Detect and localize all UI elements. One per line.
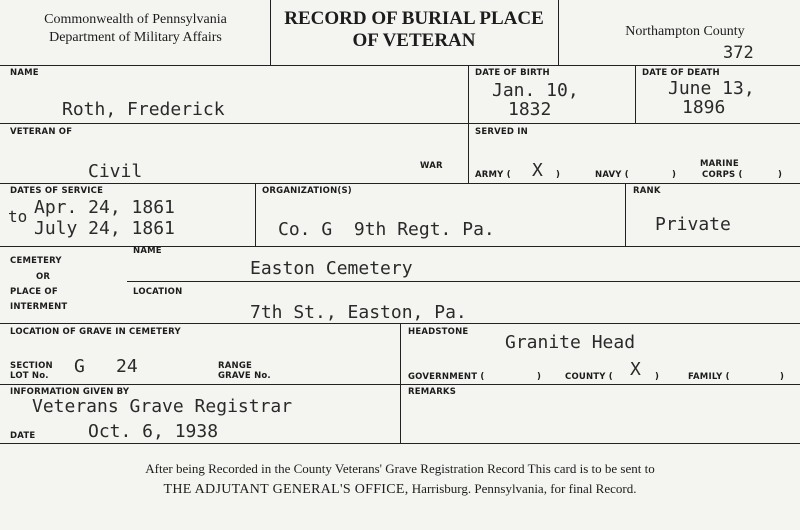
corps-label: CORPS (: [702, 170, 743, 180]
to-word: to: [8, 207, 28, 226]
lot-no-label: LOT No.: [10, 371, 49, 381]
informant-value: Veterans Grave Registrar: [32, 396, 293, 417]
divider-war-served: [468, 123, 469, 183]
rule-7: [0, 443, 800, 444]
divider-dates-org: [255, 183, 256, 246]
footer-instruction-line-1: After being Recorded in the County Veterans' Grave Registration Record This card is to be sent to: [145, 461, 655, 476]
header-divider-right: [558, 0, 559, 65]
remarks-label: REMARKS: [408, 387, 457, 397]
service-start-date: Apr. 24, 1861: [34, 197, 175, 218]
divider-name-dob: [468, 65, 469, 123]
date-of-birth-label: DATE OF BIRTH: [475, 68, 550, 78]
section-value: G: [74, 356, 85, 377]
rule-3: [0, 183, 800, 184]
birth-date-line-2: 1832: [508, 99, 552, 120]
form-title-line-1: RECORD OF BURIAL PLACE: [284, 8, 544, 29]
divider-dob-dod: [635, 65, 636, 123]
adjutant-office-name: THE ADJUTANT GENERAL'S OFFICE,: [163, 482, 409, 497]
rule-2: [0, 123, 800, 124]
or-label: OR: [36, 272, 51, 282]
veteran-of-label: VETERAN OF: [10, 127, 73, 137]
date-of-death-label: DATE OF DEATH: [642, 68, 720, 78]
marine-label: MARINE: [700, 159, 739, 169]
war-label: WAR: [420, 161, 443, 171]
county-check-mark: X: [630, 359, 641, 380]
family-label: FAMILY (: [688, 372, 730, 382]
veteran-name: Roth, Frederick: [62, 99, 225, 120]
card-number: 372: [723, 43, 754, 63]
information-given-by-label: INFORMATION GIVEN BY: [10, 387, 130, 397]
birth-date-line-1: Jan. 10,: [492, 80, 579, 101]
rank-label: RANK: [633, 186, 661, 196]
army-close: ): [556, 170, 561, 180]
cemetery-label: CEMETERY: [10, 256, 62, 266]
location-label: LOCATION: [133, 287, 183, 297]
location-of-grave-label: LOCATION OF GRAVE IN CEMETERY: [10, 327, 181, 337]
death-date-line-2: 1896: [682, 97, 726, 118]
organization-label: ORGANIZATION(S): [262, 186, 352, 196]
cemetery-name-underline: [127, 281, 800, 282]
footer-line-2-rest: Harrisburg. Pennsylvania, for final Record.: [408, 481, 637, 496]
cemetery-name-value: Easton Cemetery: [250, 258, 413, 279]
rule-6: [0, 384, 800, 385]
header-divider-left: [270, 0, 271, 65]
rule-4: [0, 246, 800, 247]
place-of-label: PLACE OF: [10, 287, 58, 297]
county-label: COUNTY (: [565, 372, 613, 382]
county-name: Northampton County: [625, 24, 745, 39]
form-title-line-2: OF VETERAN: [352, 30, 476, 51]
agency-line-2: Department of Military Affairs: [49, 30, 222, 45]
navy-close: ): [672, 170, 677, 180]
lot-value: 24: [116, 356, 138, 377]
dates-of-service-label: DATES OF SERVICE: [10, 186, 104, 196]
grave-no-label: GRAVE No.: [218, 371, 271, 381]
cemetery-location-value: 7th St., Easton, Pa.: [250, 302, 467, 323]
name-label: NAME: [10, 68, 39, 78]
section-label: SECTION: [10, 361, 53, 371]
record-date-value: Oct. 6, 1938: [88, 421, 219, 442]
county-close: ): [655, 372, 660, 382]
divider-org-rank: [625, 183, 626, 246]
date-label: DATE: [10, 431, 36, 441]
death-date-line-1: June 13,: [668, 78, 755, 99]
organization-value: Co. G 9th Regt. Pa.: [278, 219, 495, 240]
headstone-value: Granite Head: [505, 332, 636, 353]
headstone-label: HEADSTONE: [408, 327, 469, 337]
footer-instruction-line-2: [0, 482, 800, 497]
war-name: Civil: [88, 161, 143, 182]
cemetery-name-label: NAME: [133, 246, 162, 256]
navy-label: NAVY (: [595, 170, 629, 180]
rule-top: [0, 65, 800, 66]
service-end-date: July 24, 1861: [34, 218, 175, 239]
family-close: ): [780, 372, 785, 382]
government-label: GOVERNMENT (: [408, 372, 485, 382]
agency-line-1: Commonwealth of Pennsylvania: [44, 12, 227, 27]
government-close: ): [537, 372, 542, 382]
army-check-mark: X: [532, 160, 543, 181]
range-label: RANGE: [218, 361, 253, 371]
corps-close: ): [778, 170, 783, 180]
rank-value: Private: [655, 214, 731, 235]
interment-label: INTERMENT: [10, 302, 68, 312]
divider-grave-headstone: [400, 323, 401, 443]
served-in-label: SERVED IN: [475, 127, 528, 137]
army-label: ARMY (: [475, 170, 511, 180]
